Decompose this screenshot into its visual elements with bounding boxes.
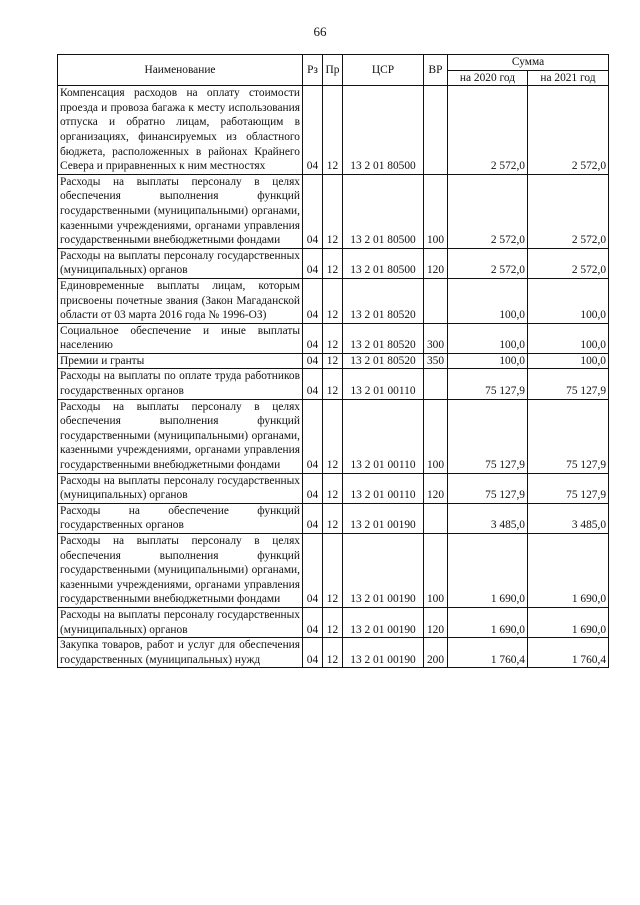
table-row xyxy=(58,174,609,248)
budget-table xyxy=(57,54,609,668)
table-row xyxy=(58,278,609,323)
row-sum-2021: 100,0 xyxy=(528,323,609,353)
row-pr: 12 xyxy=(323,278,343,323)
row-sum-2020: 1 690,0 xyxy=(448,534,528,608)
row-csr: 13 2 01 80500 xyxy=(343,248,424,278)
header-year-2020: на 2020 год xyxy=(448,70,528,86)
row-name: Компенсация расходов на оплату стоимости проезда и провоза багажа к месту использования отпуска и обратно лицам, работающим в организациях, финансируемых из областного бюджета, расположенных в районах Крайнего Севера и приравненных к ним местностях xyxy=(58,86,303,175)
row-vr xyxy=(424,503,448,533)
row-pr: 12 xyxy=(323,473,343,503)
row-name: Расходы на выплаты персоналу государственных (муниципальных) органов xyxy=(58,607,303,637)
row-csr: 13 2 01 00110 xyxy=(343,369,424,399)
row-sum-2021: 1 690,0 xyxy=(528,534,609,608)
row-sum-2021: 2 572,0 xyxy=(528,174,609,248)
row-sum-2020: 100,0 xyxy=(448,323,528,353)
header-vr: ВР xyxy=(424,55,448,86)
row-rz: 04 xyxy=(303,473,323,503)
row-vr xyxy=(424,86,448,175)
row-rz: 04 xyxy=(303,503,323,533)
row-pr: 12 xyxy=(323,248,343,278)
row-rz: 04 xyxy=(303,248,323,278)
row-sum-2020: 100,0 xyxy=(448,278,528,323)
row-sum-2021: 1 760,4 xyxy=(528,638,609,668)
row-sum-2021: 1 690,0 xyxy=(528,607,609,637)
table-row xyxy=(58,534,609,608)
row-name: Расходы на выплаты персоналу государственных (муниципальных) органов xyxy=(58,473,303,503)
table-row xyxy=(58,607,609,637)
table-body xyxy=(58,86,609,668)
table-row xyxy=(58,323,609,353)
row-pr: 12 xyxy=(323,607,343,637)
row-vr: 100 xyxy=(424,534,448,608)
header-rz: Рз xyxy=(303,55,323,86)
row-sum-2020: 3 485,0 xyxy=(448,503,528,533)
row-sum-2020: 2 572,0 xyxy=(448,174,528,248)
header-sum: Сумма xyxy=(448,55,609,71)
row-rz: 04 xyxy=(303,353,323,369)
header-csr: ЦСР xyxy=(343,55,424,86)
row-vr: 120 xyxy=(424,607,448,637)
row-sum-2021: 75 127,9 xyxy=(528,473,609,503)
table-row xyxy=(58,248,609,278)
row-rz: 04 xyxy=(303,369,323,399)
row-csr: 13 2 01 80520 xyxy=(343,353,424,369)
row-pr: 12 xyxy=(323,534,343,608)
row-name: Социальное обеспечение и иные выплаты населению xyxy=(58,323,303,353)
row-csr: 13 2 01 00190 xyxy=(343,534,424,608)
table-row xyxy=(58,369,609,399)
row-csr: 13 2 01 80520 xyxy=(343,278,424,323)
row-rz: 04 xyxy=(303,399,323,473)
row-sum-2020: 75 127,9 xyxy=(448,369,528,399)
row-sum-2020: 1 690,0 xyxy=(448,607,528,637)
page-number: 66 xyxy=(313,24,327,39)
row-sum-2021: 100,0 xyxy=(528,278,609,323)
row-pr: 12 xyxy=(323,353,343,369)
row-name: Единовременные выплаты лицам, которым присвоены почетные звания (Закон Магаданской области от 03 марта 2016 года № 1996-ОЗ) xyxy=(58,278,303,323)
table-row xyxy=(58,473,609,503)
row-name: Расходы на выплаты персоналу в целях обеспечения выполнения функций государственными (муниципальными) органами, казенными учреждениями, органами управления государственными внебюджетными фондами xyxy=(58,534,303,608)
table-row xyxy=(58,638,609,668)
row-name: Расходы на обеспечение функций государственных органов xyxy=(58,503,303,533)
header-name: Наименование xyxy=(58,55,303,86)
row-vr: 100 xyxy=(424,174,448,248)
row-pr: 12 xyxy=(323,369,343,399)
row-sum-2021: 3 485,0 xyxy=(528,503,609,533)
row-sum-2020: 75 127,9 xyxy=(448,399,528,473)
row-sum-2021: 2 572,0 xyxy=(528,248,609,278)
row-sum-2021: 2 572,0 xyxy=(528,86,609,175)
row-rz: 04 xyxy=(303,534,323,608)
row-sum-2020: 75 127,9 xyxy=(448,473,528,503)
row-name: Расходы на выплаты персоналу в целях обеспечения выполнения функций государственными (муниципальными) органами, казенными учреждениями, органами управления государственными внебюджетными фондами xyxy=(58,174,303,248)
table-header xyxy=(58,55,609,86)
row-rz: 04 xyxy=(303,174,323,248)
row-csr: 13 2 01 00190 xyxy=(343,607,424,637)
row-name: Закупка товаров, работ и услуг для обеспечения государственных (муниципальных) нужд xyxy=(58,638,303,668)
row-pr: 12 xyxy=(323,503,343,533)
row-csr: 13 2 01 00110 xyxy=(343,399,424,473)
row-vr: 100 xyxy=(424,399,448,473)
row-csr: 13 2 01 80520 xyxy=(343,323,424,353)
row-csr: 13 2 01 00110 xyxy=(343,473,424,503)
row-vr: 200 xyxy=(424,638,448,668)
row-name: Премии и гранты xyxy=(58,353,303,369)
row-pr: 12 xyxy=(323,174,343,248)
row-rz: 04 xyxy=(303,278,323,323)
row-pr: 12 xyxy=(323,638,343,668)
row-pr: 12 xyxy=(323,323,343,353)
row-sum-2021: 100,0 xyxy=(528,353,609,369)
row-rz: 04 xyxy=(303,607,323,637)
row-name: Расходы на выплаты по оплате труда работников государственных органов xyxy=(58,369,303,399)
row-rz: 04 xyxy=(303,638,323,668)
row-sum-2020: 100,0 xyxy=(448,353,528,369)
row-csr: 13 2 01 00190 xyxy=(343,638,424,668)
header-year-2021: на 2021 год xyxy=(528,70,609,86)
row-vr xyxy=(424,278,448,323)
row-csr: 13 2 01 80500 xyxy=(343,86,424,175)
row-name: Расходы на выплаты персоналу государственных (муниципальных) органов xyxy=(58,248,303,278)
table-row xyxy=(58,353,609,369)
table-row xyxy=(58,86,609,175)
row-vr: 300 xyxy=(424,323,448,353)
row-pr: 12 xyxy=(323,399,343,473)
row-sum-2021: 75 127,9 xyxy=(528,369,609,399)
row-sum-2020: 1 760,4 xyxy=(448,638,528,668)
row-sum-2021: 75 127,9 xyxy=(528,399,609,473)
row-vr: 120 xyxy=(424,248,448,278)
row-name: Расходы на выплаты персоналу в целях обеспечения выполнения функций государственными (муниципальными) органами, казенными учреждениями, органами управления государственными внебюджетными фондами xyxy=(58,399,303,473)
row-vr xyxy=(424,369,448,399)
row-rz: 04 xyxy=(303,86,323,175)
row-vr: 350 xyxy=(424,353,448,369)
table-row xyxy=(58,399,609,473)
row-rz: 04 xyxy=(303,323,323,353)
row-pr: 12 xyxy=(323,86,343,175)
header-pr: Пр xyxy=(323,55,343,86)
row-vr: 120 xyxy=(424,473,448,503)
row-csr: 13 2 01 80500 xyxy=(343,174,424,248)
row-sum-2020: 2 572,0 xyxy=(448,86,528,175)
row-sum-2020: 2 572,0 xyxy=(448,248,528,278)
table-row xyxy=(58,503,609,533)
row-csr: 13 2 01 00190 xyxy=(343,503,424,533)
